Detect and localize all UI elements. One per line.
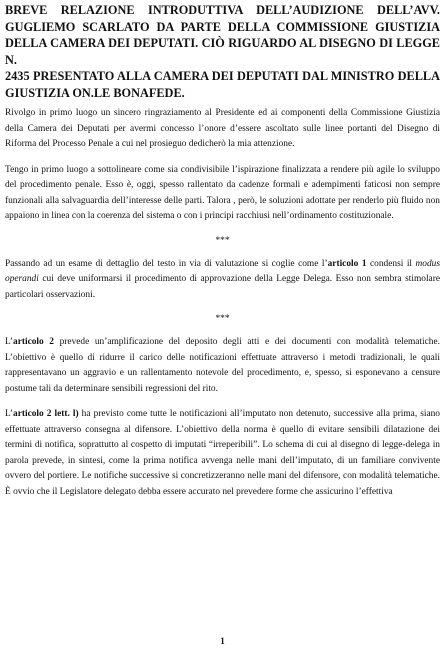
- paragraph-article-2-lett-l: L’articolo 2 lett. l) ha previsto come tutte le notificazioni all’imputato non detenuto, successive alla prima, siano effettuate attraverso consegna al difensore. L’obiettivo della norma è quello di evitare sensibili dilatazione dei termini di notifica, soprattutto al cospetto di imputati “irreperibili”. Lo schema di cui al disegno di legge-delega in parola prevede, in sintesi, come la prima notifica avvenga nelle mani dell’imputato, di un familiare convivente ovvero del portiere. Le notifiche successive si concretizzeranno nelle mani del difensore, con modalità telematiche. È ovvio che il Legislatore delegato debba essere accurato nel prevedere forme che assicurino l’effettiva: [5, 409, 440, 497]
- title-line: DELLA CAMERA DEI DEPUTATI. CIÒ RIGUARDO AL DISEGNO DI LEGGE N.: [5, 36, 440, 67]
- paragraph-premise: Tengo in primo luogo a sottolineare come sia condivisibile l’ispirazione finalizzata a rendere più agile lo sviluppo del procedimento penale. Esso è, oggi, spesso rallentato da cadenze formali e adempimenti faticosi non sempre funzionali alla salvaguardia dell’interesse delle parti. Talora , però, le soluzioni adottate per renderlo più fluido non appaiono in linea con la coerenza del sistema o con i principi racchiusi nell’ordinamento costituzionale.: [5, 164, 440, 221]
- section-separator: ***: [215, 235, 230, 246]
- title-line: 2435 PRESENTATO ALLA CAMERA DEI DEPUTATI DAL MINISTRO DELLA: [5, 69, 440, 83]
- article-1-ref: articolo 1: [327, 258, 367, 269]
- modus-operandi-term: modus operandi: [5, 258, 441, 284]
- title-line: BREVE RELAZIONE INTRODUTTIVA DELL’AUDIZIONE DELL’AVV.: [5, 3, 440, 17]
- title-line: GIUSTIZIA ON.LE BONAFEDE.: [5, 85, 185, 100]
- title-line: GUGLIEMO SCARLATO DA PARTE DELLA COMMISSIONE GIUSTIZIA: [5, 19, 440, 34]
- paragraph-article-2: L’articolo 2 prevede un’amplificazione del deposito degli atti e dei documenti con modalità telematiche. L’obiettivo è quello di ridurre il carico delle notificazioni effettuate attraverso i metodi tradizionali, le quali rappresentavano un aggravio e un rallentamento notevole del procedimento, e, spesso, si esponevano a censure postume tali da determinare sensibili regressioni del rito.: [5, 337, 440, 394]
- paragraph-article-1: Passando ad un esame di dettaglio del testo in via di valutazione si coglie come l’articolo 1 condensi il modus operandi cui deve uniformarsi il procedimento di approvazione della Legge Delega. Esso non sembra stimolare particolari osservazioni.: [5, 258, 441, 300]
- article-2-ref: articolo 2: [13, 337, 54, 347]
- page-number: 1: [220, 636, 225, 646]
- document-title: [5, 2, 440, 101]
- paragraph-intro: Rivolgo in primo luogo un sincero ringraziamento al Presidente ed ai componenti della Commissione Giustizia della Camera dei Deputati per avermi concesso l’onore d’essere ascoltato sulle linee portanti del Disegno di Riforma del Processo Penale a cui nel prosieguo dedicherò la mia attenzione.: [5, 108, 440, 149]
- article-2-lett-l-ref: articolo 2 lett. l): [13, 409, 79, 419]
- section-separator: ***: [215, 314, 230, 324]
